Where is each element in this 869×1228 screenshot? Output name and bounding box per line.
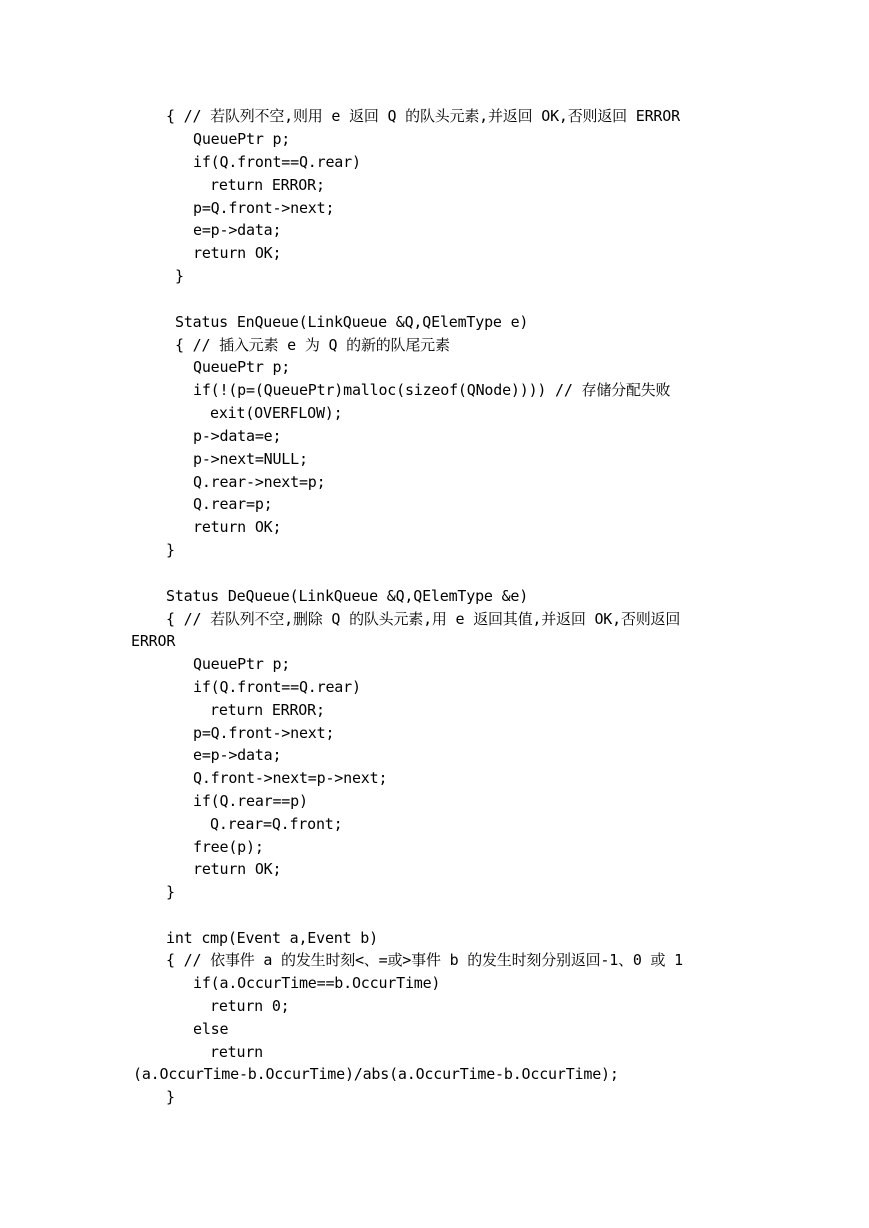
code-line: Q.rear->next=p; — [193, 473, 326, 491]
code-line: p->next=NULL; — [193, 450, 308, 468]
code-line: p=Q.front->next; — [193, 199, 335, 217]
code-line: Q.rear=Q.front; — [210, 815, 343, 833]
code-line: { // 插入元素 e 为 Q 的新的队尾元素 — [175, 336, 450, 354]
code-line: Q.rear=p; — [193, 495, 273, 513]
code-line: return ERROR; — [210, 701, 325, 719]
code-line: if(Q.rear==p) — [193, 792, 308, 810]
code-line: QueuePtr p; — [193, 130, 291, 148]
code-line: if(a.OccurTime==b.OccurTime) — [193, 974, 441, 992]
code-line: } — [166, 541, 175, 559]
code-line: return OK; — [193, 860, 282, 878]
code-line: return OK; — [193, 518, 282, 536]
code-line: free(p); — [193, 838, 264, 856]
code-line: return 0; — [210, 997, 290, 1015]
code-line: return OK; — [193, 244, 282, 262]
code-line: else — [193, 1020, 229, 1038]
code-line: e=p->data; — [193, 746, 282, 764]
code-line: } — [175, 267, 184, 285]
code-line: e=p->data; — [193, 221, 282, 239]
code-line: Status EnQueue(LinkQueue &Q,QElemType e) — [175, 313, 529, 331]
code-line: Status DeQueue(LinkQueue &Q,QElemType &e) — [166, 587, 529, 605]
code-line: QueuePtr p; — [193, 655, 291, 673]
code-line: if(Q.front==Q.rear) — [193, 678, 361, 696]
code-line: exit(OVERFLOW); — [210, 404, 343, 422]
code-line: Q.front->next=p->next; — [193, 769, 388, 787]
code-line: } — [166, 883, 175, 901]
code-line: if(!(p=(QueuePtr)malloc(sizeof(QNode)))) // 存储分配失败 — [193, 381, 671, 399]
code-line: } — [166, 1088, 175, 1106]
code-line: p=Q.front->next; — [193, 724, 335, 742]
code-line: return — [210, 1043, 263, 1061]
code-line: (a.OccurTime-b.OccurTime)/abs(a.OccurTime-b.OccurTime); — [133, 1065, 619, 1083]
code-line: { // 依事件 a 的发生时刻<、=或>事件 b 的发生时刻分别返回-1、0 或 1 — [166, 951, 684, 969]
code-line: p->data=e; — [193, 427, 282, 445]
code-line: { // 若队列不空,则用 e 返回 Q 的队头元素,并返回 OK,否则返回 ERROR — [166, 107, 680, 125]
code-line: int cmp(Event a,Event b) — [166, 929, 378, 947]
code-line: { // 若队列不空,删除 Q 的队头元素,用 e 返回其值,并返回 OK,否则返回 — [166, 610, 681, 628]
code-line: return ERROR; — [210, 176, 325, 194]
code-line: QueuePtr p; — [193, 358, 291, 376]
code-line: ERROR — [131, 632, 176, 650]
code-line: if(Q.front==Q.rear) — [193, 153, 361, 171]
